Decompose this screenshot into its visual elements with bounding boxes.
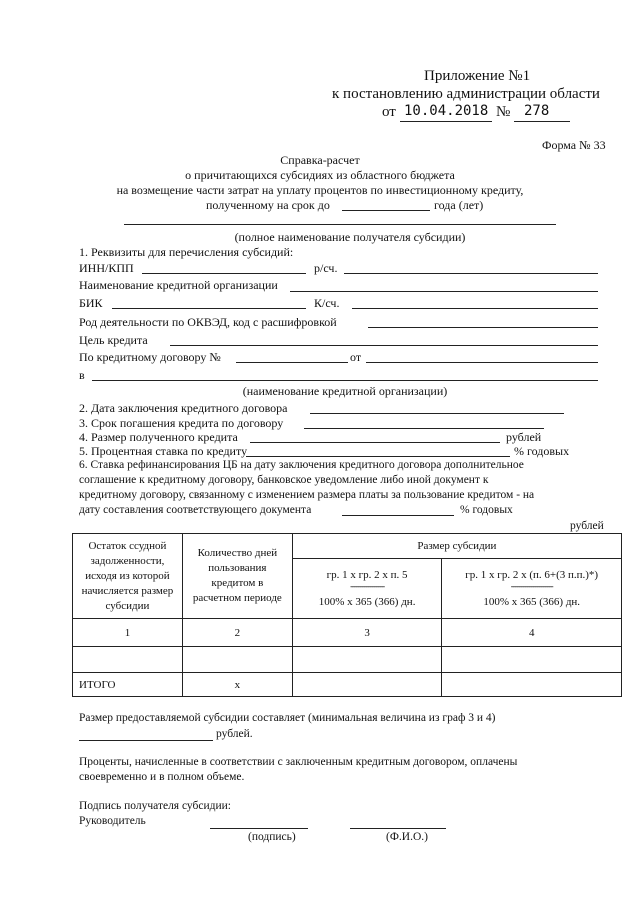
item-2-label: 2. Дата заключения кредитного договора [79,401,288,415]
subsidy-table [72,533,622,697]
interest-line-2: своевременно и в полном объеме. [79,771,245,783]
col-2-header: Количество дней пользования кредитом в расчетном периоде [182,534,292,619]
item-4-line [250,442,500,443]
col-3-formula-top: гр. 1 х гр. 2 х п. 5 [326,568,408,581]
col-num-4: 4 [442,619,622,647]
col-1-header: Остаток ссудной задолженности, исходя из которой начисляется размер субсидии [73,534,183,619]
ks-line [352,308,598,309]
signature-caption: (подпись) [248,831,296,843]
col-3-header [292,559,442,619]
item-3-line [304,428,544,429]
rs-line [344,273,598,274]
item-5-label: 5. Процентная ставка по кредиту [79,444,248,458]
bank-in-line [92,380,598,381]
item-2-line [310,413,564,414]
subsidy-size-line-1: Размер предоставляемой субсидии составляет (минимальная величина из граф 3 и 4) [79,712,496,724]
table-row [73,647,622,673]
table-cell[interactable] [73,647,183,673]
bik-label: БИК [79,296,103,310]
table-cell[interactable] [182,647,292,673]
ks-label: К/сч. [314,296,340,310]
total-cell-4[interactable] [442,673,622,697]
col-4-header [442,559,622,619]
item-6-line-1: 6. Ставка рефинансирования ЦБ на дату заключения кредитного договора дополнительное [79,459,524,471]
form-number: Форма № 33 [542,138,606,152]
table-unit: рублей [570,520,604,532]
bank-caption: (наименование кредитной организации) [242,384,448,398]
total-cell-3[interactable] [292,673,442,697]
table-row [73,619,622,647]
col-num-1: 1 [73,619,183,647]
decree-from-label: от [382,104,396,120]
rs-label: р/сч. [314,261,338,275]
total-label: ИТОГО [73,673,183,697]
section-1-title: 1. Реквизиты для перечисления субсидий: [79,245,294,259]
decree-date-line [400,121,492,122]
table-row-total [73,673,622,697]
signature-line[interactable] [210,828,308,829]
inn-line [142,273,306,274]
contract-date-label: от [350,350,362,364]
purpose-line [170,345,598,346]
table-cell[interactable] [292,647,442,673]
purpose-label: Цель кредита [79,333,148,347]
col-num-3: 3 [292,619,442,647]
col-4-formula-top: гр. 1 х гр. 2 х (п. 6+(3 п.п.)*) [465,568,599,581]
fio-line[interactable] [350,828,446,829]
item-6-unit: % годовых [460,504,513,516]
doc-subtitle-1: о причитающихся субсидиях из областного бюджета [185,168,455,182]
doc-title: Справка-расчет [280,153,360,167]
item-5-line [246,456,510,457]
subsidy-size-line-2: рублей. [216,728,253,740]
item-3-label: 3. Срок погашения кредита по договору [79,416,284,430]
bik-line [112,308,306,309]
decree-number: 278 [524,103,550,119]
bank-in-label: в [79,368,85,382]
table-cell[interactable] [442,647,622,673]
signature-title: Подпись получателя субсидии: [79,800,231,812]
col-num-2: 2 [182,619,292,647]
item-6-line-2: соглашение к кредитному договору, банковское уведомление либо иной документ к [79,474,489,486]
item-5-unit: % годовых [514,444,570,458]
term-years: года (лет) [434,198,484,212]
item-6-line [342,515,454,516]
contract-number-line [236,362,348,363]
col-3-formula-dash: ----------------- [350,580,385,591]
doc-subtitle-2: на возмещение части затрат на уплату процентов по инвестиционному кредиту, [116,183,524,197]
doc-subtitle-3: полученному на срок до [206,198,330,212]
interest-line-1: Проценты, начисленные в соответствии с заключенным кредитным договором, оплачены [79,756,518,768]
okved-label: Род деятельности по ОКВЭД, код с расшифровкой [79,315,337,329]
contract-date-line [366,362,598,363]
inn-label: ИНН/КПП [79,261,134,275]
fio-caption: (Ф.И.О.) [386,831,428,843]
head-label: Руководитель [79,815,146,827]
appendix-decree: к постановлению администрации области [332,86,600,102]
appendix-title: Приложение №1 [424,68,531,84]
recipient-line [124,224,556,225]
recipient-caption: (полное наименование получателя субсидии) [234,230,466,244]
bank-name-label: Наименование кредитной организации [79,278,278,292]
term-line [342,210,430,211]
col-group-header: Размер субсидии [292,534,621,559]
item-4-label: 4. Размер полученного кредита [79,430,238,444]
col-4-formula-dash: --------------------- [510,580,553,591]
decree-number-line [514,121,570,122]
contract-label: По кредитному договору № [79,350,221,364]
bank-name-line [290,291,598,292]
decree-number-sign: № [496,104,511,120]
okved-line [368,327,598,328]
item-4-unit: рублей [506,430,542,444]
item-6-line-4: дату составления соответствующего документа [79,504,312,516]
col-3-formula-bottom: 100% х 365 (366) дн. [318,595,416,608]
col-4-formula-bottom: 100% х 365 (366) дн. [483,595,581,608]
decree-date: 10.04.2018 [404,103,489,119]
item-6-line-3: кредитному договору, связанному с изменением размера платы за пользование кредитом - на [79,489,535,501]
subsidy-size-line [79,740,213,741]
total-x: х [182,673,292,697]
